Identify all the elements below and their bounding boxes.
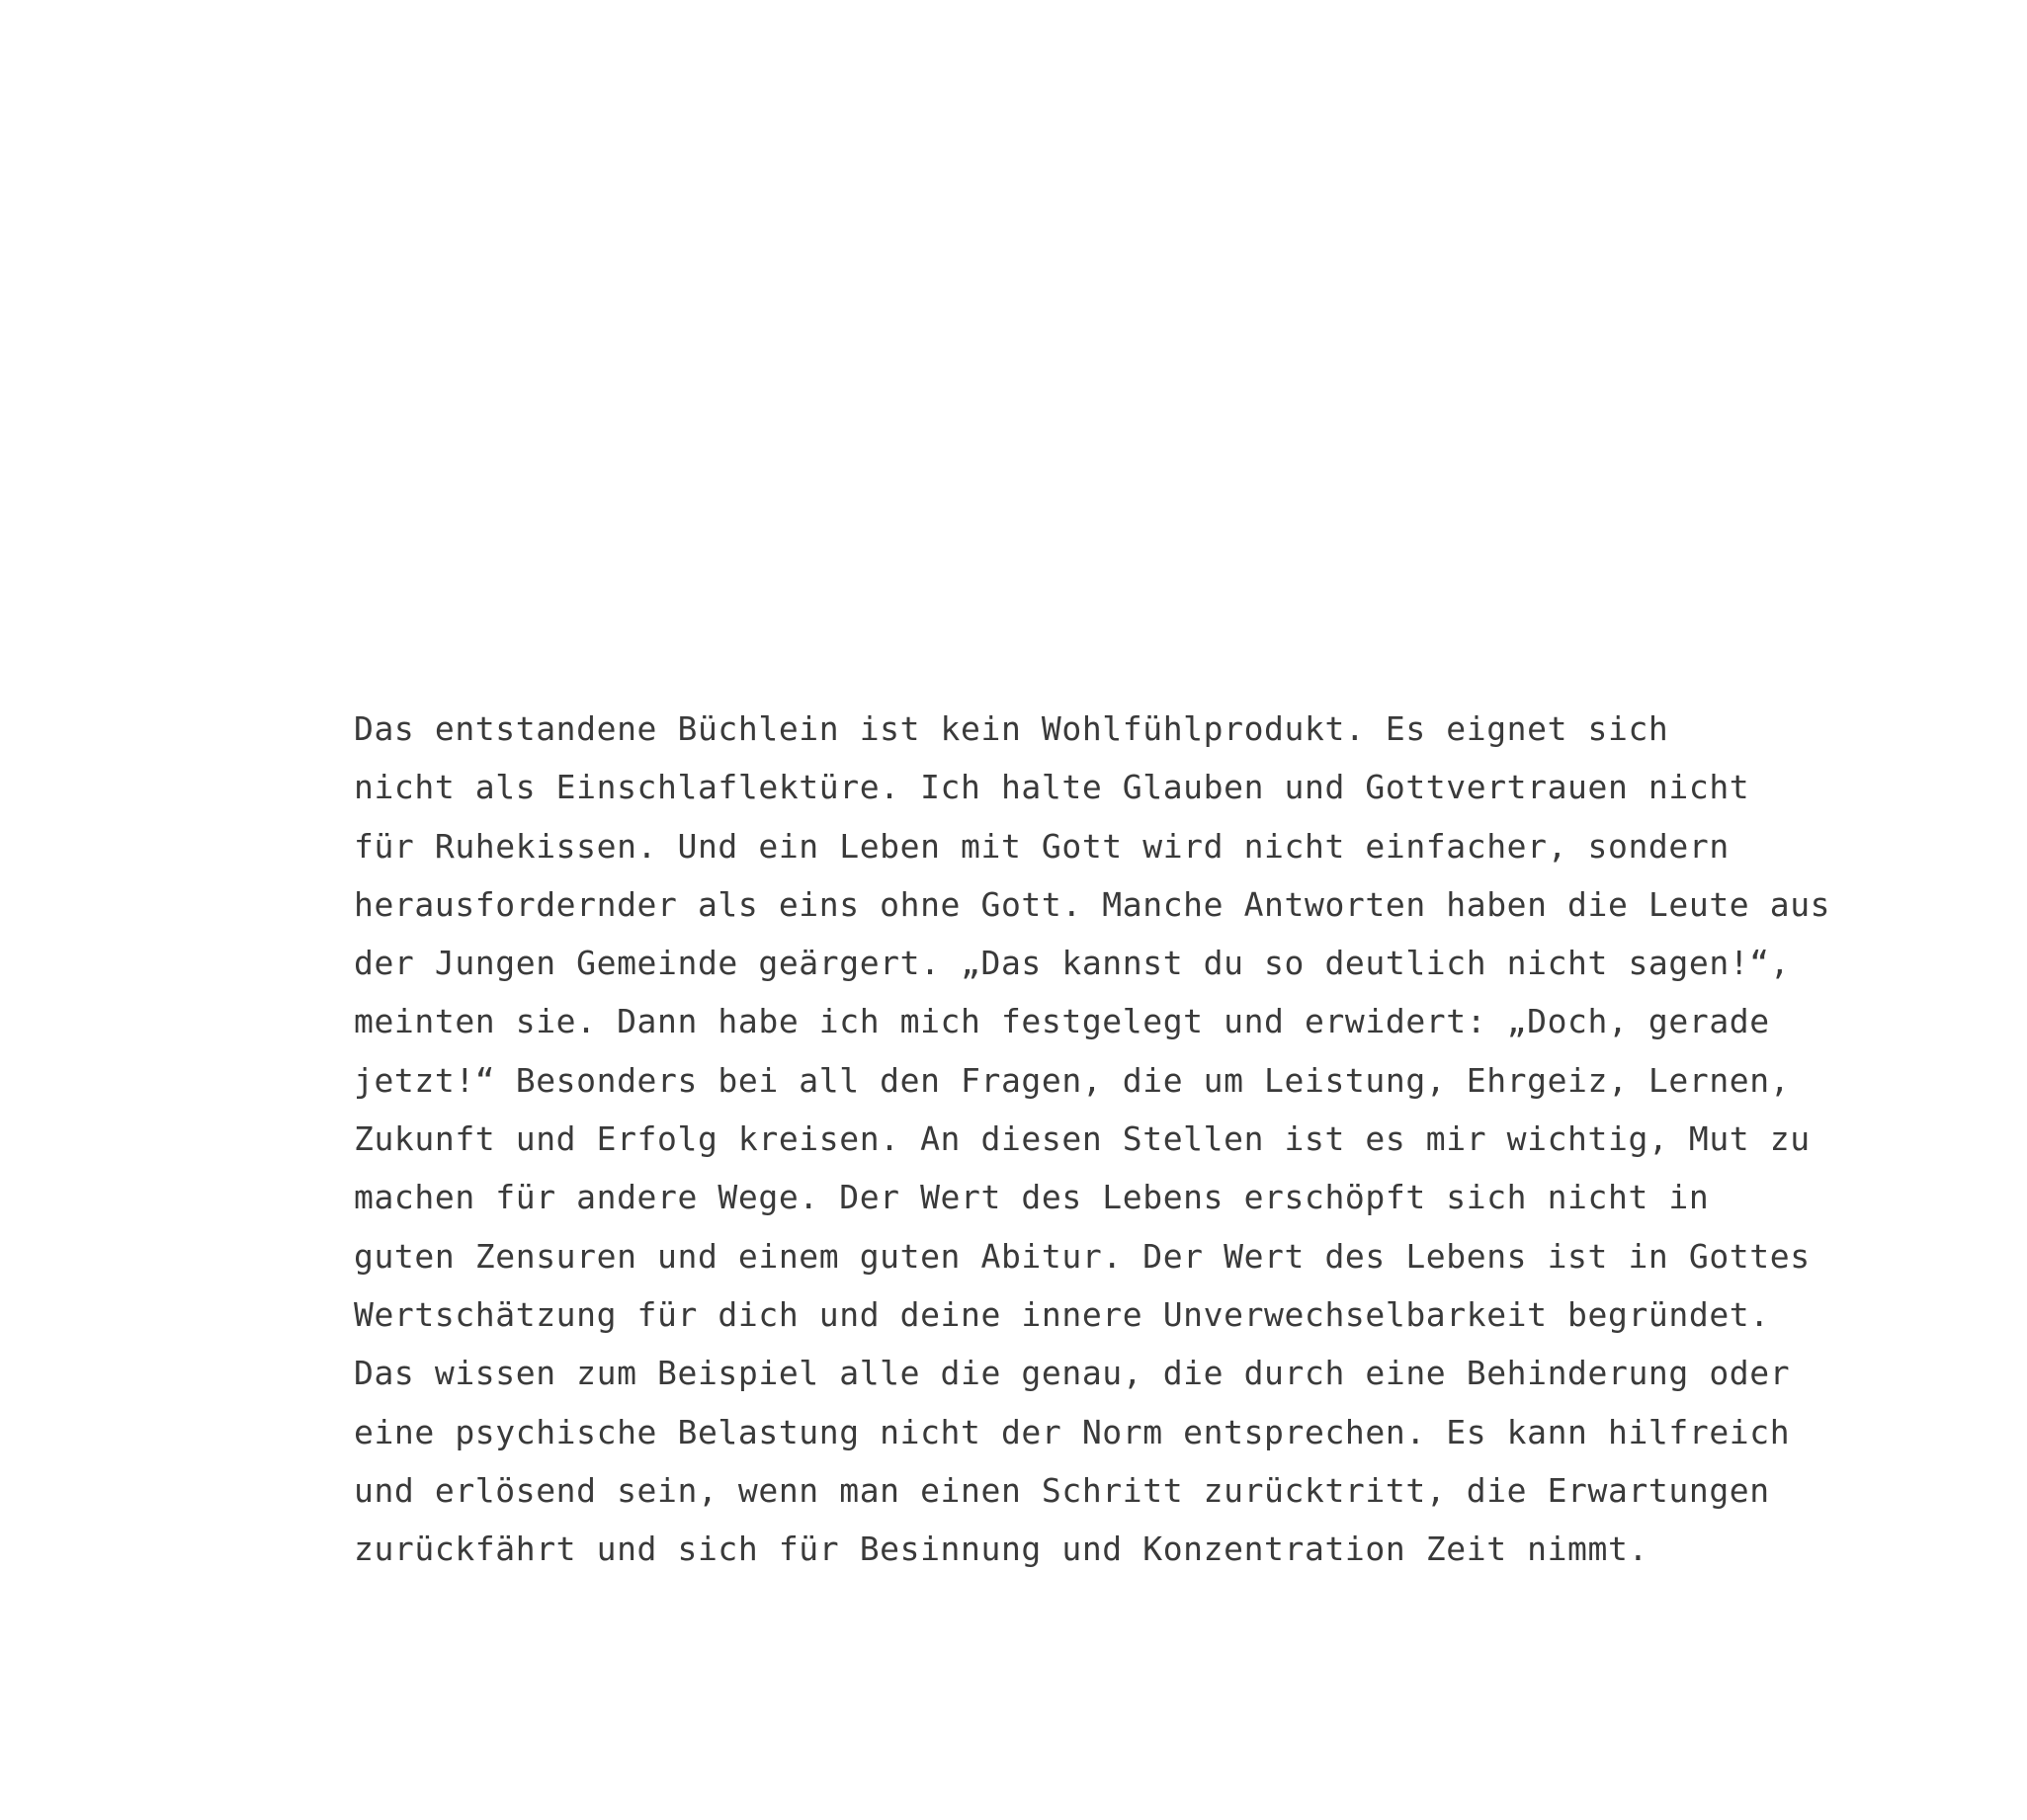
paragraph-line: herausfordernder als eins ohne Gott. Manche Antworten haben die Leute aus bbox=[354, 884, 1831, 924]
paragraph-line: jetzt!“ Besonders bei all den Fragen, die um Leistung, Ehrgeiz, Lernen, bbox=[354, 1060, 1791, 1100]
body-paragraph bbox=[354, 700, 1831, 1578]
paragraph-line: Zukunft und Erfolg kreisen. An diesen Stellen ist es mir wichtig, Mut zu bbox=[354, 1119, 1811, 1159]
paragraph-line: machen für andere Wege. Der Wert des Lebens erschöpft sich nicht in bbox=[354, 1178, 1710, 1217]
paragraph-line: für Ruhekissen. Und ein Leben mit Gott wird nicht einfacher, sondern bbox=[354, 826, 1730, 866]
paragraph-line: der Jungen Gemeinde geärgert. „Das kannst du so deutlich nicht sagen!“, bbox=[354, 944, 1791, 983]
paragraph-line: Das wissen zum Beispiel alle die genau, die durch eine Behinderung oder bbox=[354, 1354, 1791, 1393]
paragraph-line: nicht als Einschlaflektüre. Ich halte Glauben und Gottvertrauen nicht bbox=[354, 768, 1750, 807]
paragraph-line: zurückfährt und sich für Besinnung und Konzentration Zeit nimmt. bbox=[354, 1530, 1648, 1569]
paragraph-line: und erlösend sein, wenn man einen Schritt zurücktritt, die Erwartungen bbox=[354, 1470, 1770, 1510]
paragraph-line: eine psychische Belastung nicht der Norm entsprechen. Es kann hilfreich bbox=[354, 1412, 1791, 1451]
paragraph-line: guten Zensuren und einem guten Abitur. Der Wert des Lebens ist in Gottes bbox=[354, 1236, 1811, 1276]
paragraph-line: meinten sie. Dann habe ich mich festgelegt und erwidert: „Doch, gerade bbox=[354, 1002, 1770, 1041]
paragraph-line: Das entstandene Büchlein ist kein Wohlfühlprodukt. Es eignet sich bbox=[354, 709, 1669, 748]
paragraph-line: Wertschätzung für dich und deine innere Unverwechselbarkeit begründet. bbox=[354, 1294, 1770, 1334]
